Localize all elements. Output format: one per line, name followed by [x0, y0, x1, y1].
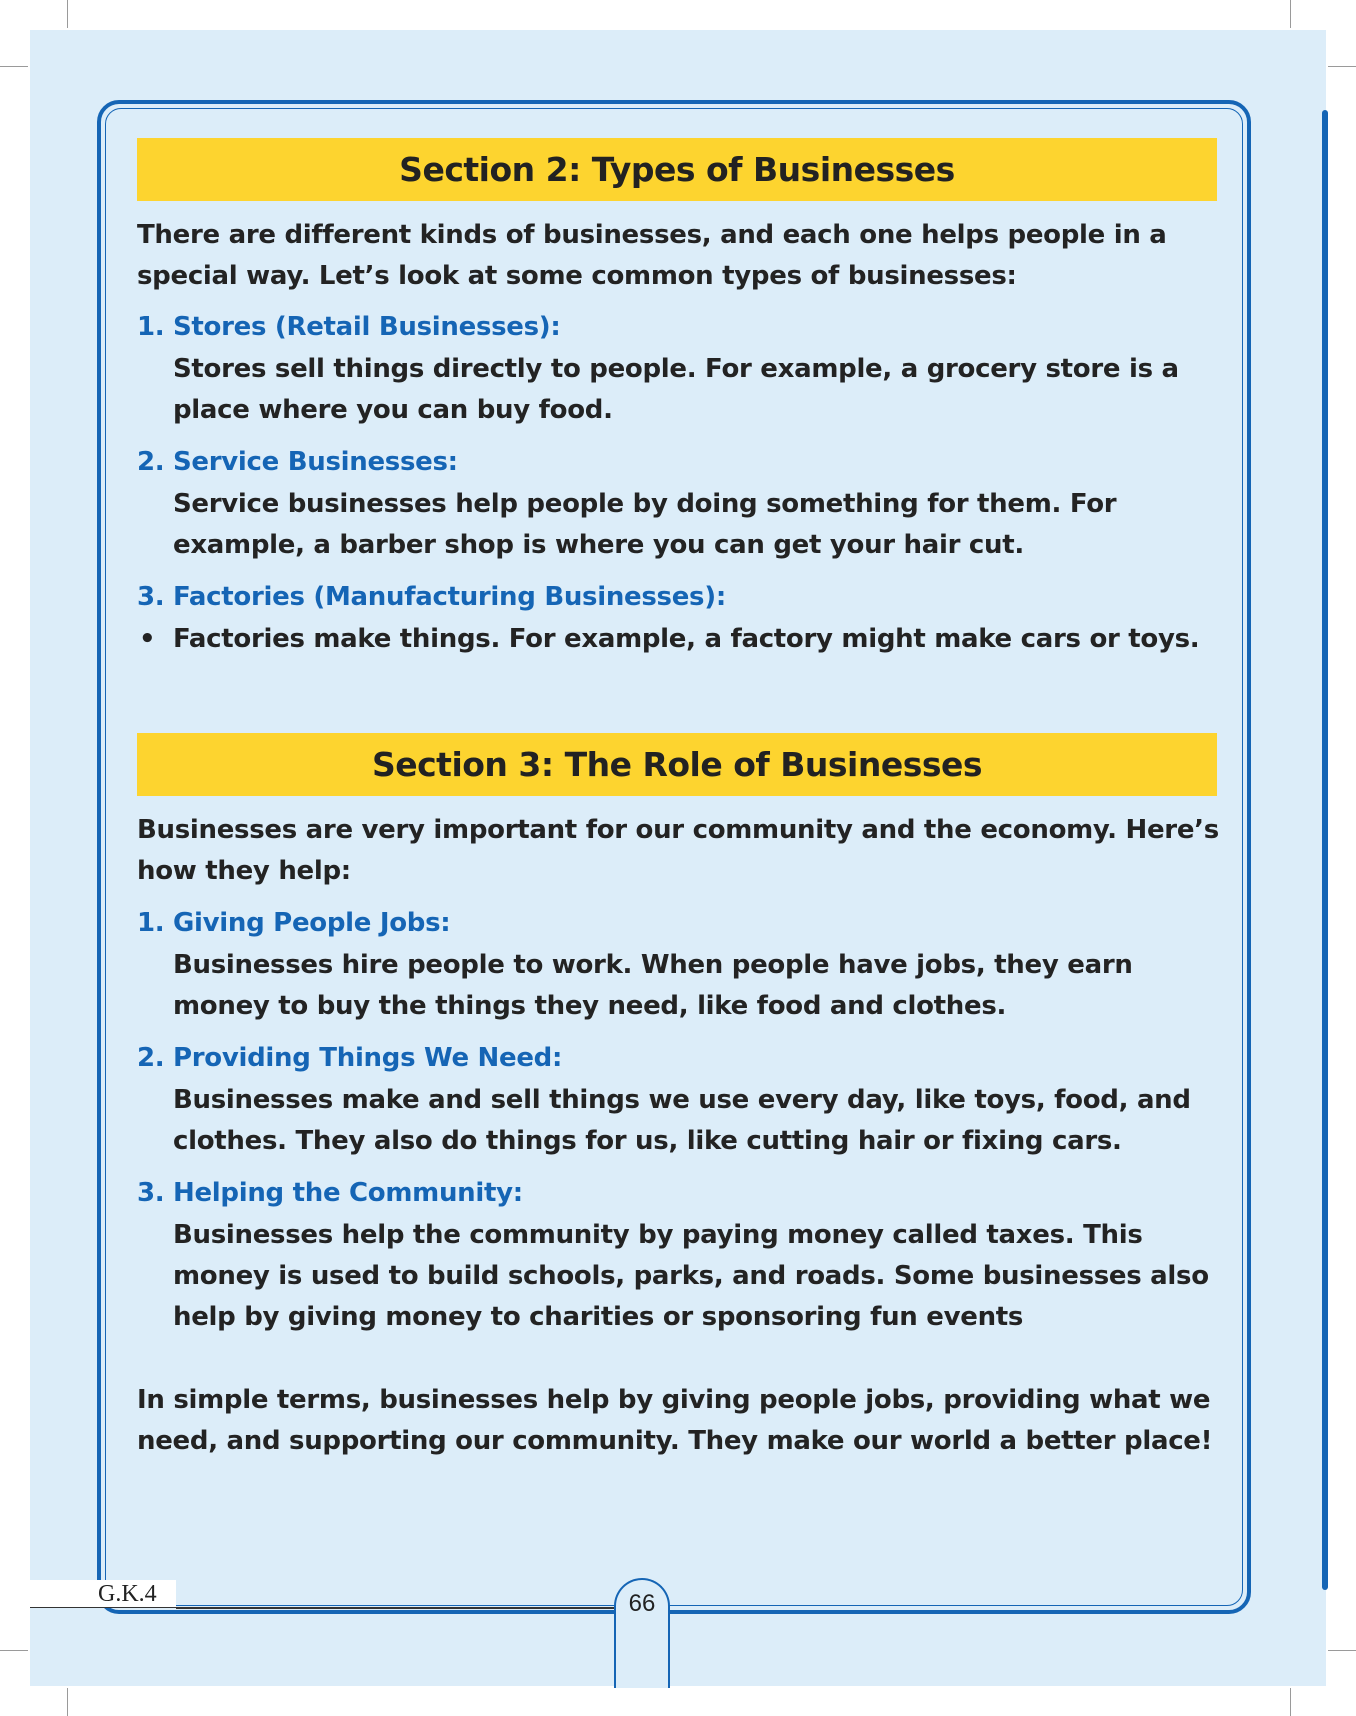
crop-mark — [67, 1688, 68, 1716]
section-3-item-2-heading — [137, 1038, 1227, 1079]
page-number-tab — [614, 1578, 670, 1688]
item-heading-text: Stores (Retail Businesses): — [173, 312, 561, 342]
section-3-item-1-body: Businesses hire people to work. When people have jobs, they earn money to buy the things they need, like food and clothes. — [173, 950, 1133, 1021]
section-3-header — [137, 733, 1217, 796]
section-3-item-1-heading — [137, 903, 1227, 944]
item-number: 1. — [137, 908, 165, 938]
section-3-title: Section 3: The Role of Businesses — [371, 745, 983, 784]
crop-mark — [67, 0, 68, 28]
section-3-item-3-body: Businesses help the community by paying money called taxes. This money is used to build schools, parks, and roads. Some businesses also help by giving money to charities or sponsoring fun events — [173, 1220, 1209, 1332]
item-number: 3. — [137, 582, 165, 612]
page-number: 66 — [628, 1590, 656, 1617]
section-3-conclusion: In simple terms, businesses help by giving people jobs, providing what we need, and supporting our community. They make our world a better place! — [137, 1385, 1213, 1456]
bullet-text: Factories make things. For example, a factory might make cars or toys. — [173, 624, 1200, 654]
item-number: 2. — [137, 1043, 165, 1073]
crop-mark — [1328, 66, 1356, 67]
item-heading-text: Giving People Jobs: — [173, 908, 451, 938]
section-2-item-2-heading — [137, 442, 1227, 483]
crop-mark — [0, 1650, 28, 1651]
section-3-intro: Businesses are very important for our community and the economy. Here’s how they help: — [137, 815, 1219, 886]
book-code-label: G.K.4 — [30, 1580, 176, 1608]
item-heading-text: Providing Things We Need: — [173, 1043, 563, 1073]
crop-mark — [1290, 0, 1291, 28]
section-2-item-3-heading — [137, 577, 1227, 618]
section-2-title: Section 2: Types of Businesses — [399, 150, 955, 189]
next-page-edge — [1322, 110, 1328, 1590]
footer-divider — [176, 1607, 616, 1609]
section-2-item-3-body — [137, 619, 1227, 660]
item-number: 1. — [137, 312, 165, 342]
item-number: 2. — [137, 447, 165, 477]
crop-mark — [1328, 1650, 1356, 1651]
bullet-icon: • — [139, 624, 156, 654]
item-heading-text: Service Businesses: — [173, 447, 458, 477]
section-3-item-3-heading — [137, 1173, 1227, 1214]
section-2-intro: There are different kinds of businesses, and each one helps people in a special way. Let’s look at some common types of businesses: — [137, 220, 1167, 291]
crop-mark — [1290, 1688, 1291, 1716]
crop-mark — [0, 66, 28, 67]
section-2-header — [137, 138, 1217, 201]
section-2-item-1-heading — [137, 307, 1227, 348]
section-2-item-2-body: Service businesses help people by doing something for them. For example, a barber shop is where you can get your hair cut. — [173, 489, 1117, 560]
section-3-item-2-body: Businesses make and sell things we use every day, like toys, food, and clothes. They also do things for us, like cutting hair or fixing cars. — [173, 1085, 1191, 1156]
section-2-item-1-body: Stores sell things directly to people. For example, a grocery store is a place where you can buy food. — [173, 354, 1179, 425]
item-heading-text: Helping the Community: — [173, 1178, 523, 1208]
item-number: 3. — [137, 1178, 165, 1208]
item-heading-text: Factories (Manufacturing Businesses): — [173, 582, 726, 612]
